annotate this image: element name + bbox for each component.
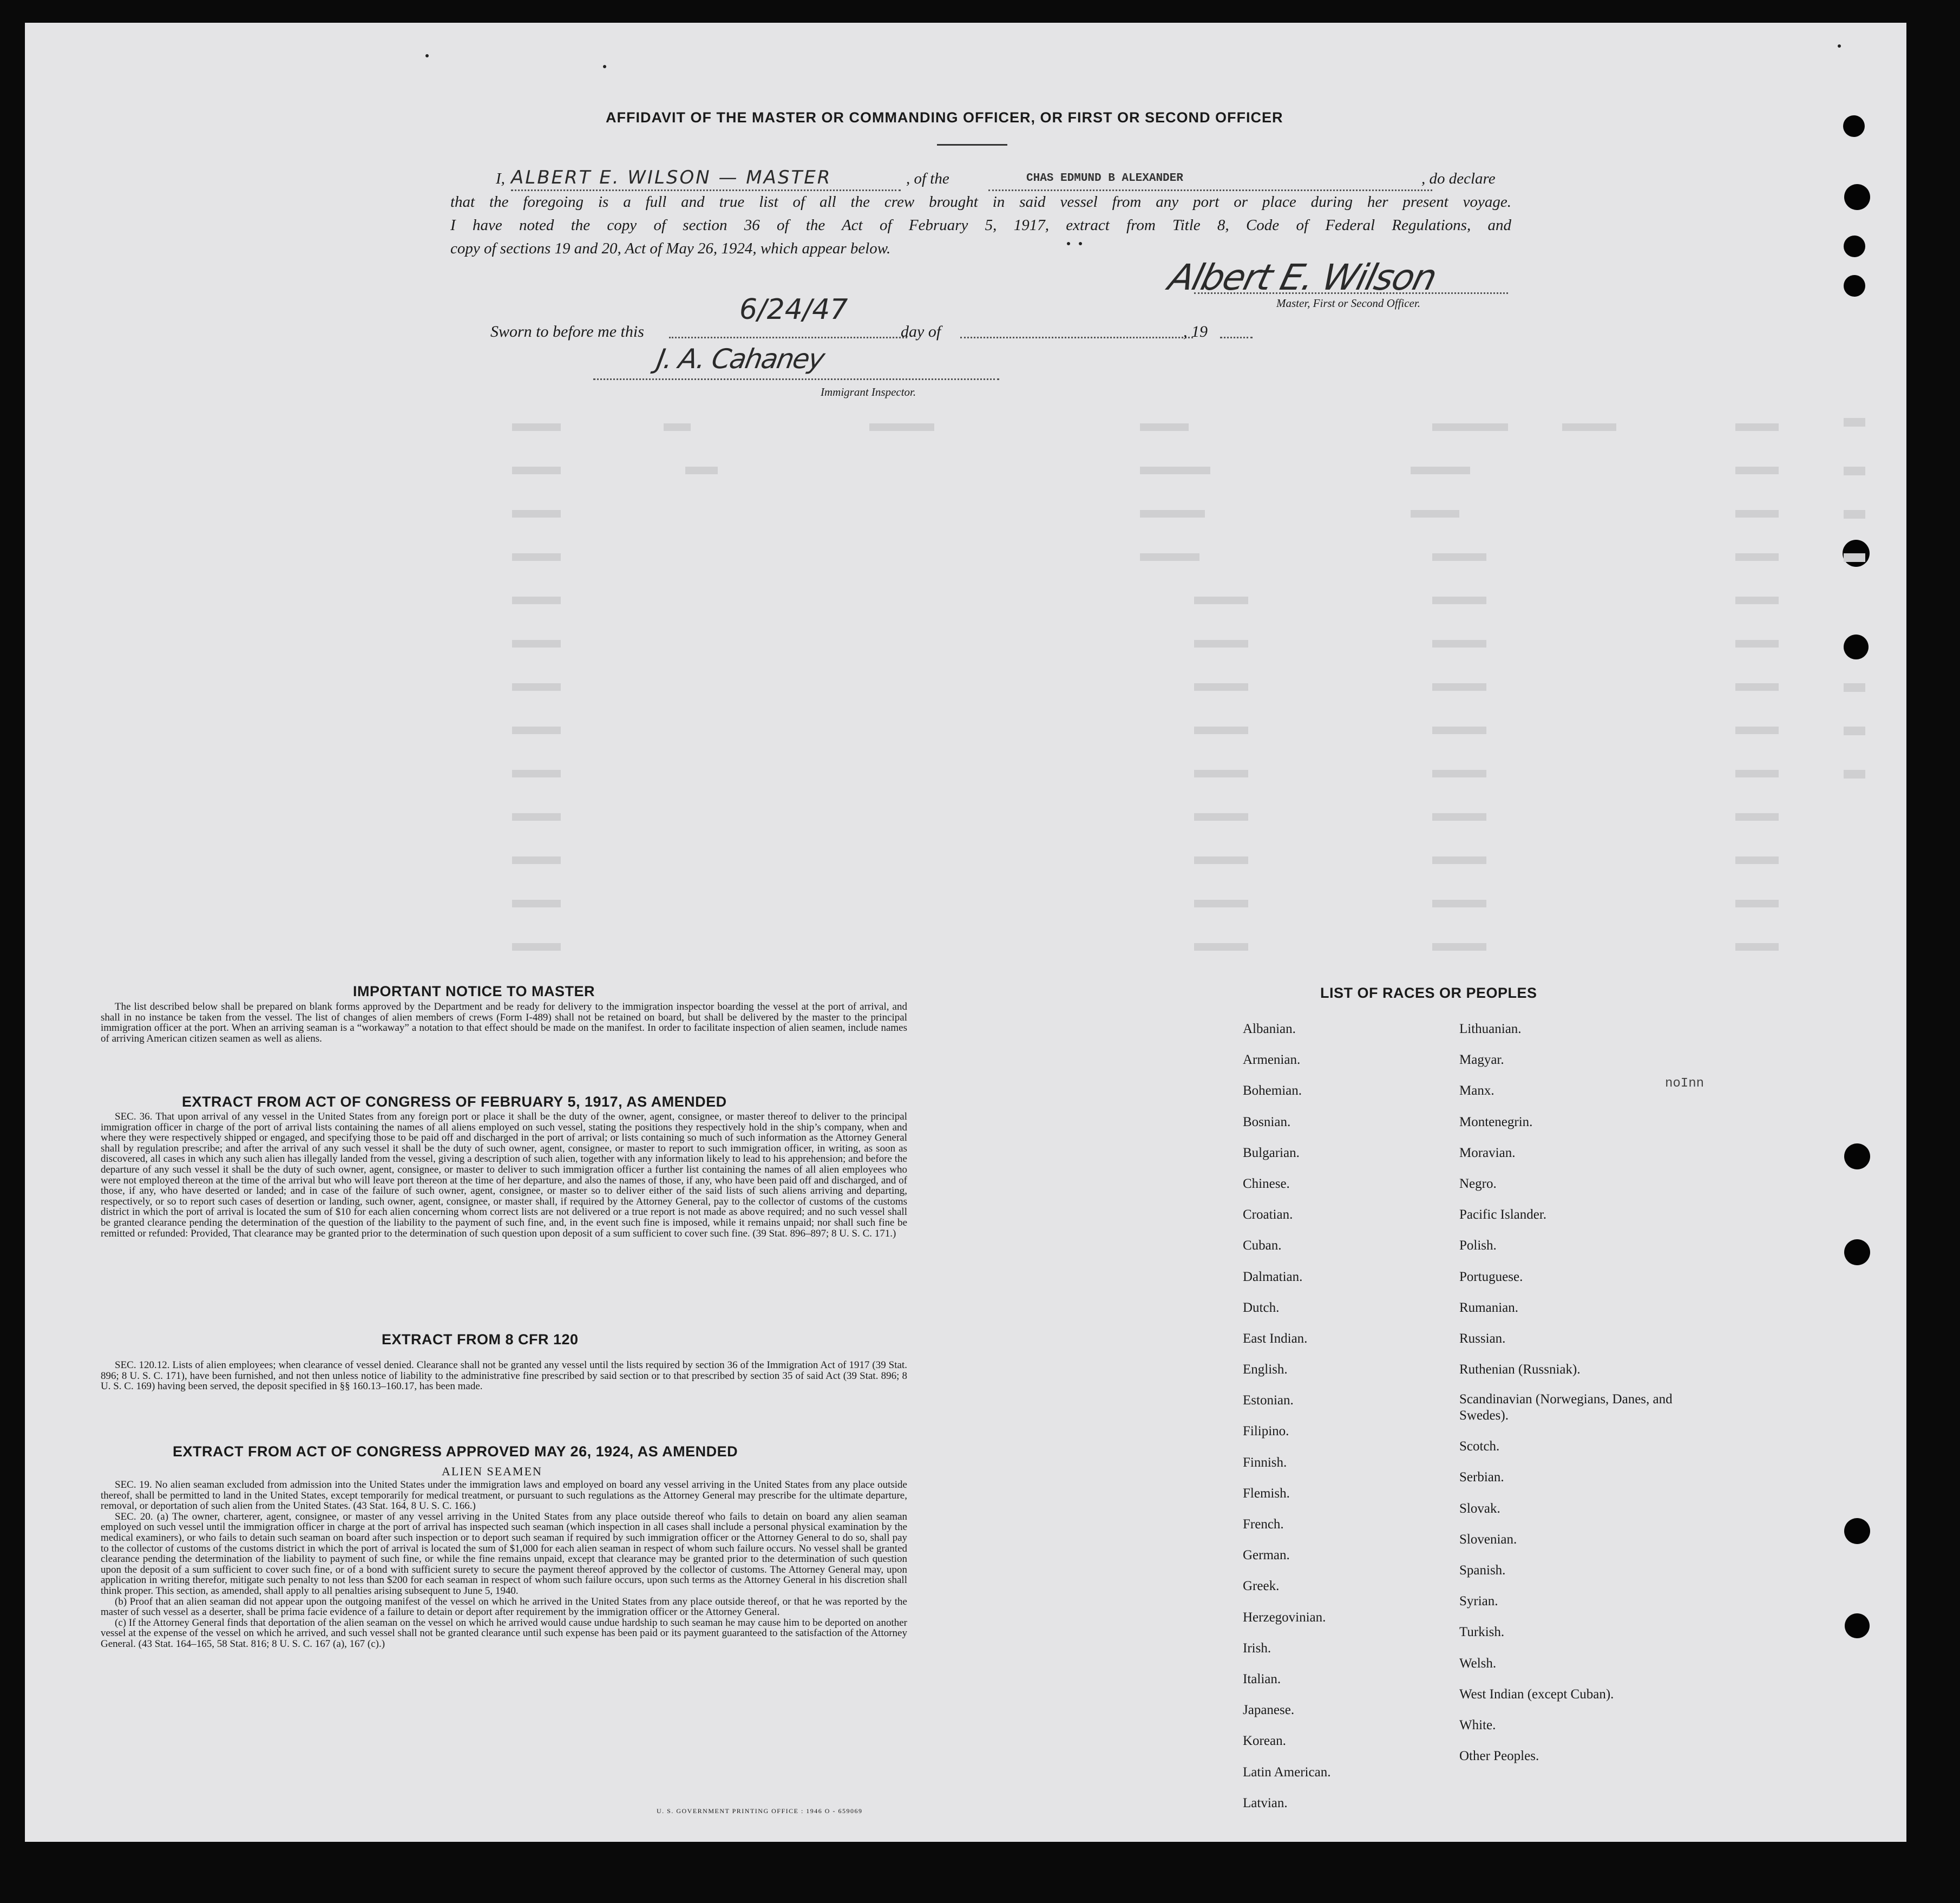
of-the-label: , of the [906,170,949,187]
do-declare-label: , do declare [1421,170,1496,187]
race-item: Moravian. [1459,1145,1516,1160]
sec-36-paragraph: SEC. 36. That upon arrival of any vessel in the United States from any foreign port or place it shall be the duty of the owner, agent, consignee, or master thereof to deliver to the principal immigration officer in charge of the port of arrival lists containing the names of all aliens employed on such vessel, stating the positions they respectively hold in the ship’s company, when and where they were respectively shipped or engaged, and specifying those to be paid off and discharged in the port of arrival; or lists containing so much of such information as the Attorney General shall by regulation prescribe; and after the arrival of any such vessel it shall be the duty of such owner, agent, consignee, or master to report to such immigration officer, in writing, as soon as discovered, all cases in which any such alien has illegally landed from the vessel, giving a description of such alien, together with any information likely to lead to his apprehension; and before the departure of any such vessel it shall be the duty of such owner, agent, consignee, or master to deliver to such immigration officer a further list containing the names of all alien employees who were not employed thereon at the time of the arrival but who will leave port thereon at the time of her departure, and also the names of those, if any, who have been paid off and discharged, and of those, if any, who have deserted or landed; and in case of the failure of such owner, agent, consignee, or master so to deliver either of the said lists of such aliens arriving and departing, respectively, or so to report such cases of desertion or landing, such owner, agent, consignee, or master shall, if required by the Attorney General, pay to the collector of customs of the customs district in which the port of arrival is located the sum of $10 for each alien concerning whom correct lists are not delivered or a true report is not made as above required; and no such vessel shall be granted clearance pending the determination of the question of the liability to the payment of such fine, and, in the event such fine is imposed, while it remains unpaid; nor shall such fine be remitted or refunded: Provided, That clearance may be granted prior to the determination of such question upon deposit of a sum sufficient to cover such fine. (39 Stat. 896–897; 8 U. S. C. 171.) [101,1111,907,1239]
race-item: French. [1243,1517,1284,1532]
race-item: Korean. [1243,1734,1286,1749]
notice-paragraph: The list described below shall be prepared on blank forms approved by the Department and be ready for delivery to the immigration inspector boarding the vessel at the port of arrival, and shall in no instance be taken from the vessel. The list of changes of alien members of crews (Form I-489) shall not be retained on board, but shall be delivered by the master to the principal immigration officer at the port. When an arriving seaman is a “workaway” a notation to that effect should be made on the manifest. In order to facilitate inspection of alien seamen, include names of arriving American citizen seamen as well as aliens. [101,1001,907,1044]
race-item: Syrian. [1459,1594,1498,1609]
race-item: Lithuanian. [1459,1022,1522,1036]
race-item: Magyar. [1459,1052,1504,1068]
punch-hole [1844,1518,1870,1544]
notice-title: IMPORTANT NOTICE TO MASTER [353,983,595,999]
race-item: Latin American. [1243,1764,1331,1780]
race-item: Armenian. [1243,1052,1301,1068]
speck [1079,242,1082,245]
race-item: Finnish. [1243,1455,1287,1470]
speck [1067,242,1070,245]
vessel-name-stamp: CHAS EDMUND B ALEXANDER [1026,172,1183,185]
signature-line [1194,292,1508,294]
punch-hole [1844,275,1865,297]
race-item: Bulgarian. [1243,1145,1300,1160]
race-item: Other Peoples. [1459,1749,1539,1764]
affidavit-title: AFFIDAVIT OF THE MASTER OR COMMANDING OFFICER, OR FIRST OR SECOND OFFICER [606,109,1283,126]
extract-1924-title: EXTRACT FROM ACT OF CONGRESS APPROVED MAY 26, 1924, AS AMENDED [173,1443,738,1460]
extract-cfr-body [101,1360,907,1392]
inspector-line [593,378,999,380]
day-of-label: day of [901,323,941,341]
vessel-line [988,189,1432,191]
race-item: Welsh. [1459,1656,1497,1671]
race-item: Turkish. [1459,1625,1505,1640]
race-item: Slovenian. [1459,1532,1517,1547]
affidavit-line-3: I have noted the copy of section 36 of the Act of February 5, 1917, extract from Title 8, Code of Federal Regulations, and [450,217,1511,234]
date-line [669,337,907,338]
race-item: Ruthenian (Russniak). [1459,1362,1581,1377]
race-item: Estonian. [1243,1393,1294,1408]
punch-hole [1843,115,1865,137]
races-right-column [1459,1013,1676,1771]
extract-1917-body [101,1111,907,1239]
sec-20a-paragraph: SEC. 20. (a) The owner, charterer, agent, consignee, or master of any vessel arriving in the United States from any place outside thereof who fails to detain on board any alien seaman employed on such vessel until the immigration officer in charge at the port of arrival has inspected such seaman (which inspection in all cases shall include a personal physical examination by the medical examiners), or who fails to detain such seaman on board after such inspection or to deport such seaman if required by such immigration officer or the Attorney General to do so, shall pay to the collector of customs of the customs district in which the port of arrival is located the sum of $1,000 for each alien seaman in respect of whom such failure occurs. No vessel shall be granted clearance pending the determination of the liability to payment of such fine, or while the fine remains unpaid, except that clearance may be granted prior to the determination of such question upon the deposit of a sum sufficient to cover such fine, or of a bond with sufficient surety to secure the payment thereof approved by the collector of customs. The Attorney General may, upon application in writing therefor, mitigate such penalty to not less than $200 for each seaman in respect of whom such failure occurs, upon such terms as the Attorney General in his discretion shall think proper. This section, as amended, shall apply to all penalties arising subsequent to June 5, 1940. [101,1510,907,1597]
bleed-through-word: noInn [1665,1076,1705,1091]
race-item: Herzegovinian. [1243,1610,1326,1625]
speck [425,54,429,57]
race-item: Manx. [1459,1083,1494,1098]
year-line [1220,337,1253,338]
race-item: Dutch. [1243,1300,1280,1315]
race-item: Flemish. [1243,1486,1290,1501]
race-item: West Indian (except Cuban). [1459,1686,1614,1702]
punch-hole [1844,1239,1870,1265]
race-item: English. [1243,1362,1288,1377]
extract-1917-title: EXTRACT FROM ACT OF CONGRESS OF FEBRUARY 5, 1917, AS AMENDED [182,1094,727,1110]
extract-cfr-title: EXTRACT FROM 8 CFR 120 [382,1331,579,1348]
race-item: Scotch. [1459,1439,1500,1454]
punch-hole [1844,1143,1870,1169]
race-item: Montenegrin. [1459,1114,1533,1129]
month-line [960,337,1193,338]
year-label: , 19 [1183,323,1208,341]
punch-hole [1844,184,1870,210]
race-item: Serbian. [1459,1470,1504,1485]
master-caption: Master, First or Second Officer. [1276,297,1420,310]
sec-120-12-paragraph: SEC. 120.12. Lists of alien employees; when clearance of vessel denied. Clearance shall not be granted any vessel until the lists required by section 36 of the Immigration Act of 1917 (39 Stat. 896; 8 U. S. C. 171), have been furnished, and not then unless notice of liability to the administrative fine prescribed by said section or to that prescribed by section 35 of said Act (39 Stat. 896; 8 U. S. C. 169) having been served, the deposit specified in §§ 160.13–160.17, has been made. [101,1359,907,1392]
race-item: Scandinavian (Norwegians, Danes, and Swedes). [1459,1392,1673,1423]
affidavit-line-4: copy of sections 19 and 20, Act of May 26, 1924, which appear below. [450,240,891,257]
race-item: White. [1459,1717,1496,1732]
race-item: Italian. [1243,1671,1281,1686]
race-item: Japanese. [1243,1703,1295,1718]
race-item: Albanian. [1243,1022,1296,1036]
extract-1924-body [101,1480,907,1650]
race-item: Latvian. [1243,1795,1288,1810]
punch-hole [1844,236,1865,257]
race-item: Bosnian. [1243,1114,1291,1129]
title-rule [937,144,1007,146]
race-item: East Indian. [1243,1331,1308,1346]
sec-20b-paragraph: (b) Proof that an alien seaman did not appear upon the outgoing manifest of the vessel on which he arrived in the United States from any place outside thereof, or that he was reported by the master of such vessel as a deserter, shall be prima facie evidence of a failure to detain or deport after requirement by the immigration officer or the Attorney General. [101,1595,907,1618]
race-item: Russian. [1459,1331,1506,1346]
races-title: LIST OF RACES OR PEOPLES [1320,985,1537,1001]
sworn-date-handwritten: 6/24/47 [739,293,848,326]
inspector-caption: Immigrant Inspector. [821,385,916,398]
race-item: Cuban. [1243,1238,1282,1253]
race-item: Bohemian. [1243,1083,1302,1098]
punch-hole [1845,1613,1870,1638]
race-item: Pacific Islander. [1459,1207,1547,1222]
race-item: Croatian. [1243,1207,1293,1222]
race-item: Slovak. [1459,1501,1500,1516]
race-item: German. [1243,1548,1290,1563]
sec-19-paragraph: SEC. 19. No alien seaman excluded from admission into the United States under the immigration laws and employed on board any vessel arriving in the United States from any place outside thereof, shall be permitted to land in the United States, except temporarily for medical treatment, or pursuant to such regulations as the Attorney General may prescribe for the ultimate departure, removal, or deportation of such alien from the United States. (43 Stat. 164, 8 U. S. C. 166.) [101,1479,907,1512]
notice-body [101,1002,907,1044]
race-item: Polish. [1459,1238,1497,1253]
race-item: Rumanian. [1459,1300,1519,1315]
alien-seamen-subtitle: ALIEN SEAMEN [442,1464,542,1478]
speck [1838,44,1841,48]
master-name-handwritten: ALBERT E. WILSON — MASTER [511,167,832,188]
race-item: Filipino. [1243,1424,1289,1439]
speck [603,65,606,68]
affidavit-line-2: that the foregoing is a full and true list of all the crew brought in said vessel from any port or place during her present voyage. [450,193,1511,211]
document-page [25,23,1906,1842]
race-item: Negro. [1459,1176,1497,1191]
affidavit-intro: I, [496,170,505,187]
name-line [511,189,901,191]
race-item: Chinese. [1243,1176,1290,1191]
race-item: Greek. [1243,1579,1280,1594]
race-item: Dalmatian. [1243,1269,1303,1284]
races-left-column [1243,1013,1330,1819]
bleed-through-texture [25,396,1906,1046]
printing-office-footer: U. S. GOVERNMENT PRINTING OFFICE : 1946 O - 659069 [657,1807,863,1815]
race-item: Portuguese. [1459,1269,1523,1284]
inspector-signature: J. A. Cahaney [654,343,827,375]
sworn-label: Sworn to before me this [490,323,644,341]
race-item: Irish. [1243,1640,1271,1656]
race-item: Spanish. [1459,1563,1506,1578]
master-signature: Albert E. Wilson [1164,257,1440,298]
sec-20c-paragraph: (c) If the Attorney General finds that deportation of the alien seaman on the vessel on which he arrived would cause undue hardship to such seaman he may cause him to be deported on another vessel at the expense of the vessel on which he arrived, and such vessel shall not be granted clearance until such expense has been paid or its payment guaranteed to the satisfaction of the Attorney General. (43 Stat. 164–165, 58 Stat. 816; 8 U. S. C. 167 (a), 167 (c).) [101,1617,907,1650]
